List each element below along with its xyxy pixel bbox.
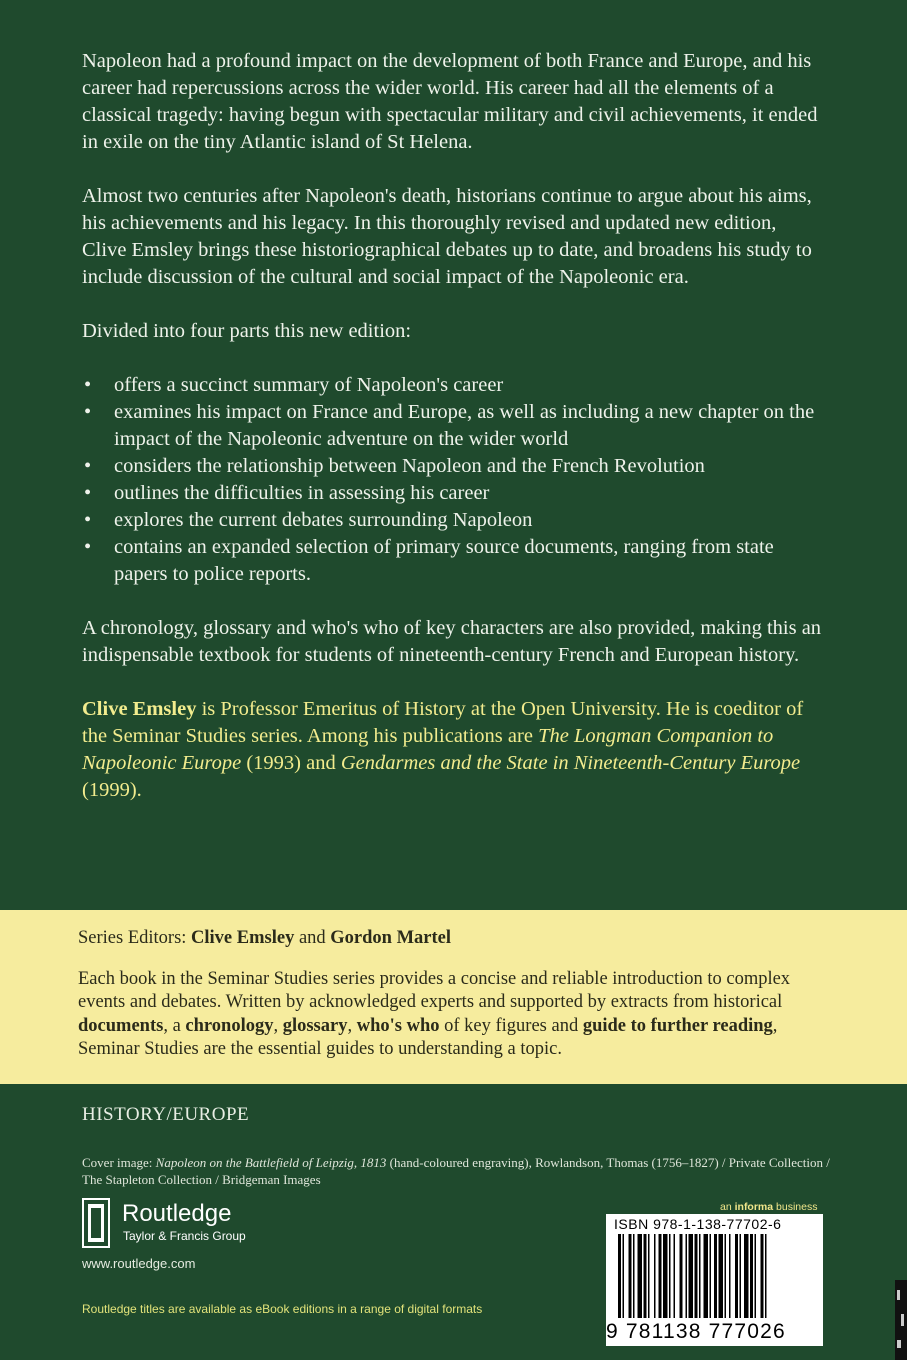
barcode-bar bbox=[765, 1234, 767, 1318]
barcode-bar bbox=[750, 1234, 753, 1318]
barcode-bar bbox=[729, 1234, 731, 1318]
ebook-note: Routledge titles are available as eBook editions in a range of digital formats bbox=[82, 1302, 483, 1316]
barcode-digits: 9 781138 777026 bbox=[606, 1320, 786, 1343]
barcode-bar bbox=[686, 1234, 688, 1318]
list-item: • considers the relationship between Napoleon and the French Revolution bbox=[82, 453, 822, 480]
series-panel bbox=[0, 910, 907, 1084]
publisher-logo bbox=[82, 1198, 282, 1250]
barcode-bar bbox=[633, 1234, 635, 1318]
subject-category: HISTORY/EUROPE bbox=[82, 1104, 250, 1125]
routledge-logo-icon bbox=[82, 1198, 110, 1248]
description-paragraph: Divided into four parts this new edition: bbox=[82, 320, 412, 342]
isbn-label: ISBN 978-1-138-77702-6 bbox=[614, 1216, 782, 1232]
bullet-icon: • bbox=[84, 536, 92, 558]
list-item: • contains an expanded selection of primary source documents, ranging from state papers to police reports. bbox=[84, 536, 774, 585]
barcode-bar bbox=[740, 1234, 742, 1318]
bullet-icon: • bbox=[84, 455, 92, 477]
decorative-edge bbox=[895, 1280, 907, 1360]
barcode-bar bbox=[674, 1234, 676, 1318]
barcode-bar bbox=[744, 1234, 749, 1318]
feature-list bbox=[82, 372, 822, 588]
barcode-bar bbox=[704, 1234, 709, 1318]
barcode-bar bbox=[669, 1234, 671, 1318]
barcode-bar bbox=[689, 1234, 694, 1318]
barcode-bar bbox=[710, 1234, 712, 1318]
bullet-icon: • bbox=[84, 482, 92, 504]
barcode-bar bbox=[680, 1234, 683, 1318]
bullet-icon: • bbox=[84, 374, 92, 396]
publisher-group: Taylor & Francis Group bbox=[123, 1229, 246, 1243]
list-item: • explores the current debates surrounding Napoleon bbox=[82, 507, 822, 534]
back-cover-description bbox=[82, 48, 822, 831]
barcode-bar bbox=[659, 1234, 662, 1318]
series-editors: Series Editors: Clive Emsley and Gordon Martel bbox=[78, 928, 452, 948]
bullet-icon: • bbox=[84, 401, 92, 423]
barcode-bar bbox=[663, 1234, 668, 1318]
barcode-bar bbox=[695, 1234, 698, 1318]
description-paragraph: Napoleon had a profound impact on the development of both France and Europe, and his career had repercussions across the wider world. His career had all the elements of a classical tragedy: having begun with spectacular military and civil achievements, it ended in exile on the tiny Atlantic island of St Helena. bbox=[82, 50, 818, 153]
author-name: Clive Emsley bbox=[82, 698, 197, 720]
book-title: Gendarmes and the State in Nineteenth-Century Europe bbox=[340, 752, 801, 774]
barcode-bar bbox=[638, 1234, 643, 1318]
barcode-bar bbox=[761, 1234, 764, 1318]
barcode-bar bbox=[755, 1234, 757, 1318]
barcode-bar bbox=[623, 1234, 625, 1318]
barcode-bar bbox=[699, 1234, 701, 1318]
list-item: • outlines the difficulties in assessing his career bbox=[82, 480, 822, 507]
barcode-bars bbox=[606, 1234, 823, 1320]
barcode-bar bbox=[714, 1234, 717, 1318]
isbn-barcode bbox=[606, 1214, 823, 1346]
series-description: Each book in the Seminar Studies series provides a concise and reliable introduction to complex events and debates. Written by acknowledged experts and supported by extracts from historical documents, a chronology, glossary, who's who of key figures and guide to further reading, Seminar Studies are the essential guides to understanding a topic. bbox=[78, 968, 791, 1059]
publisher-url: www.routledge.com bbox=[82, 1256, 196, 1271]
book-title: The Longman Companion to Napoleonic Europe bbox=[82, 725, 774, 774]
list-item: • examines his impact on France and Europe, as well as including a new chapter on the impact of the Napoleonic adventure on the wider world bbox=[84, 401, 815, 450]
barcode-bar bbox=[719, 1234, 724, 1318]
barcode-bar bbox=[654, 1234, 656, 1318]
barcode-bar bbox=[735, 1234, 738, 1318]
barcode-bar bbox=[725, 1234, 727, 1318]
list-item: • offers a succinct summary of Napoleon's career bbox=[82, 372, 822, 399]
barcode-bar bbox=[648, 1234, 650, 1318]
barcode-bar bbox=[644, 1234, 647, 1318]
barcode-bar bbox=[629, 1234, 632, 1318]
informa-business: an informa business bbox=[720, 1201, 818, 1213]
publisher-name: Routledge bbox=[122, 1200, 232, 1227]
description-paragraph: Almost two centuries after Napoleon's death, historians continue to argue about his aims, his achievements and his legacy. In this thoroughly revised and updated new edition, Clive Emsley brings these historiographical debates up to date, and broadens his study to include discussion of the cultural and social impact of the Napoleonic era. bbox=[82, 185, 812, 288]
description-paragraph: A chronology, glossary and who's who of key characters are also provided, making this an indispensable textbook for students of nineteenth-century French and European history. bbox=[82, 617, 822, 666]
barcode-bar bbox=[618, 1234, 621, 1318]
cover-credit: Cover image: Napoleon on the Battlefield of Leipzig, 1813 (hand-coloured engraving), Rowlandson, Thomas (1756–1827) / Private Collection / The Stapleton Collection / Bridgeman Images bbox=[82, 1155, 830, 1187]
bullet-icon: • bbox=[84, 509, 92, 531]
author-bio: Clive Emsley is Professor Emeritus of History at the Open University. He is coeditor of the Seminar Studies series. Among his publications are The Longman Companion to Napoleonic Europe (1993) and Gendarmes and the State in Nineteenth-Century Europe (1999). bbox=[82, 698, 804, 801]
